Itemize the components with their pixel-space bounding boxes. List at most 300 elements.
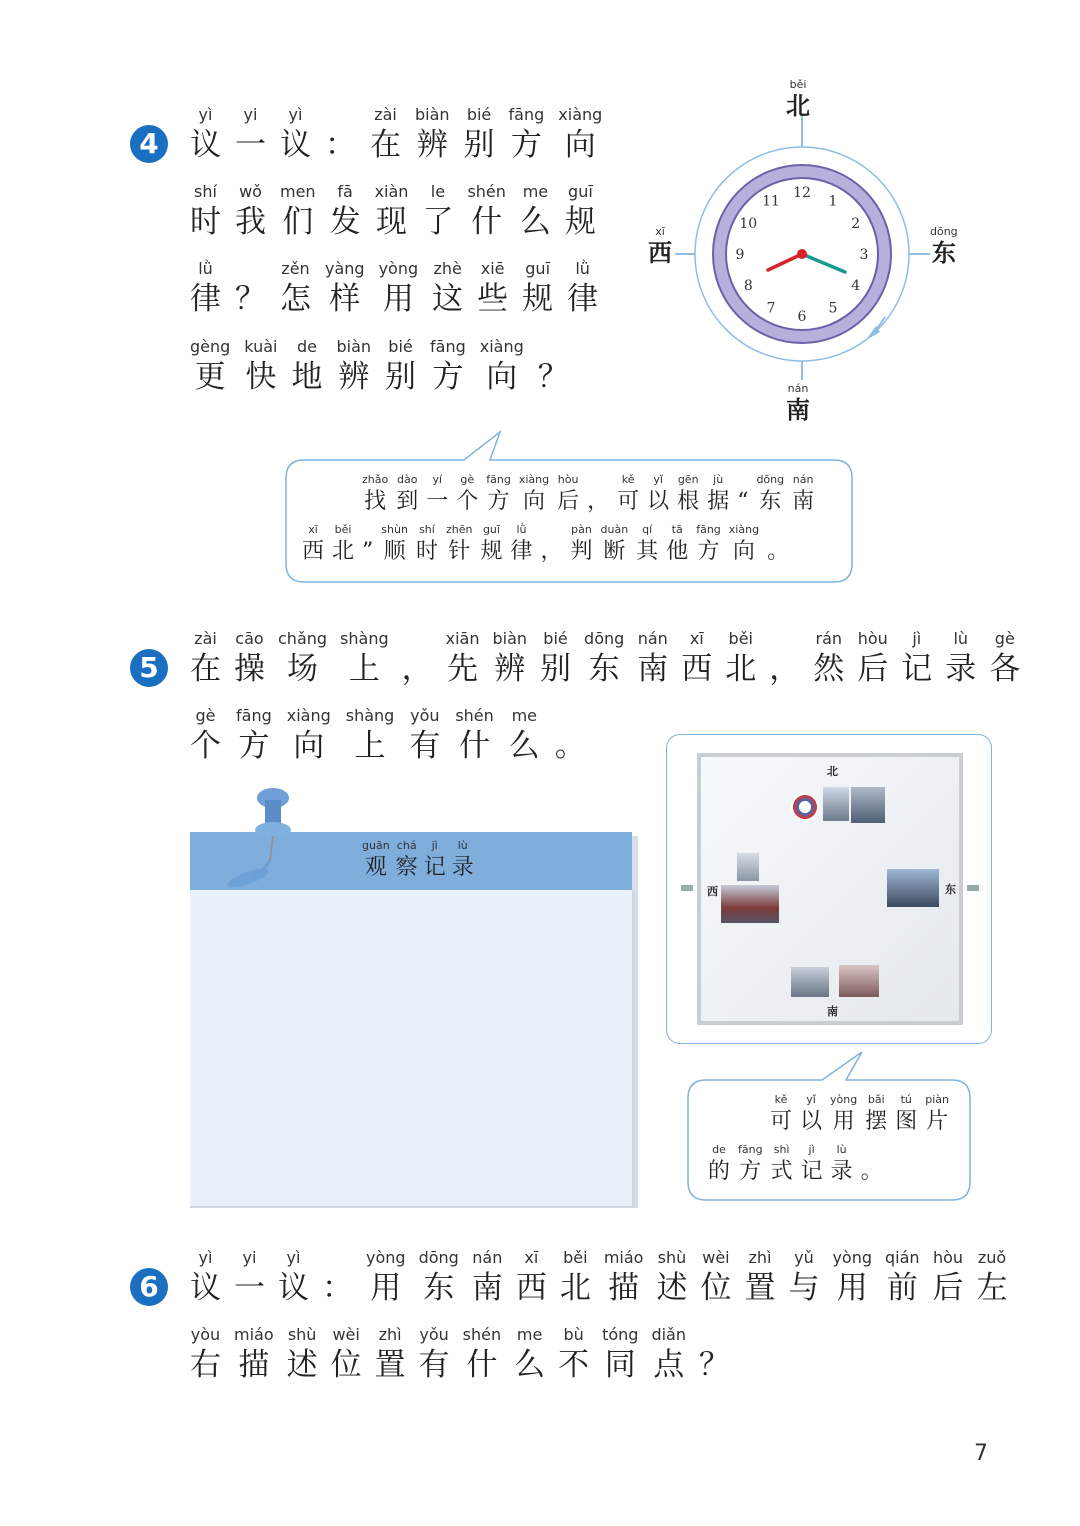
hanzi: 以	[800, 1109, 823, 1134]
hanzi: 与	[788, 1270, 820, 1306]
hanzi: 地	[291, 359, 323, 395]
char-unit	[291, 336, 322, 396]
clock-number: 7	[766, 300, 776, 317]
char-unit	[402, 628, 433, 688]
char-unit	[190, 104, 221, 164]
char-unit	[419, 1324, 450, 1384]
hanzi: 置	[744, 1270, 776, 1306]
pinyin: gēn	[677, 473, 699, 486]
hanzi: 记	[423, 855, 446, 880]
pinyin: yòng	[832, 1248, 872, 1267]
board-photo	[737, 853, 759, 881]
hanzi: 方	[510, 127, 542, 163]
pinyin: zhì	[748, 1248, 772, 1267]
hanzi: ？	[537, 359, 569, 395]
pinyin: yòng	[366, 1248, 406, 1267]
pinyin: shén	[462, 1325, 502, 1344]
pinyin: tóng	[602, 1325, 639, 1344]
char-unit	[656, 1247, 687, 1307]
pinyin: xiàng	[558, 105, 603, 124]
pinyin: wèi	[332, 1325, 360, 1344]
record-body[interactable]	[190, 890, 634, 1208]
pinyin: zhēn	[445, 523, 473, 536]
pinyin: běi	[728, 629, 753, 648]
hanzi: 断	[603, 539, 626, 564]
hanzi: 方	[432, 359, 464, 395]
pinyin: hòu	[933, 1248, 964, 1267]
pinyin: me	[522, 182, 549, 201]
clock-number: 9	[735, 247, 745, 263]
hanzi: 述	[286, 1347, 318, 1383]
char-unit	[538, 336, 569, 396]
hanzi: 。	[554, 728, 586, 764]
q5-line-1	[190, 628, 1020, 688]
hanzi: ：	[325, 127, 356, 163]
hanzi: 律	[510, 539, 533, 564]
char-unit	[700, 1247, 731, 1307]
char-unit	[235, 258, 266, 318]
pinyin: jù	[713, 473, 724, 486]
pinyin: xī	[689, 629, 704, 648]
hanzi: 用	[836, 1270, 868, 1306]
char-unit	[925, 1092, 949, 1136]
hanzi: 以	[647, 489, 670, 514]
bubble2-line-1	[770, 1092, 949, 1136]
char-unit	[636, 522, 658, 566]
q6-line-1	[190, 1247, 1008, 1307]
pinyin: yi	[243, 105, 258, 124]
pinyin: shén	[467, 182, 506, 201]
char-unit	[637, 628, 668, 688]
char-unit	[989, 628, 1020, 688]
char-unit	[236, 705, 272, 765]
char-unit	[522, 258, 553, 318]
pinyin: piàn	[925, 1093, 950, 1106]
char-unit	[480, 522, 502, 566]
bubble2-line-2	[708, 1142, 883, 1186]
clock-number: 3	[859, 247, 869, 263]
char-unit	[366, 1247, 406, 1307]
clock-number: 2	[851, 216, 861, 232]
char-unit	[801, 1142, 823, 1186]
hanzi: 方	[238, 728, 270, 764]
pinyin: le	[430, 182, 446, 201]
hanzi: 什	[466, 1347, 498, 1383]
char-unit	[560, 1247, 591, 1307]
compass-east: dōng 东	[930, 225, 958, 267]
clock-number: 1	[828, 193, 838, 210]
hanzi: 一	[234, 1270, 265, 1306]
hanzi: 针	[448, 539, 471, 564]
char-unit	[375, 1324, 406, 1384]
char-unit	[472, 1247, 503, 1307]
char-unit	[604, 1247, 644, 1307]
char-unit	[190, 1324, 221, 1384]
char-unit	[452, 838, 474, 882]
pinyin: kě	[621, 473, 635, 486]
char-unit	[419, 1247, 459, 1307]
pinyin: guī	[568, 182, 593, 201]
char-unit	[677, 472, 699, 516]
pinyin: wǒ	[239, 182, 262, 201]
compass-clock-diagram	[640, 70, 970, 430]
pinyin: diǎn	[651, 1325, 686, 1344]
char-unit	[432, 258, 463, 318]
char-unit	[830, 1092, 857, 1136]
pinyin: shì	[773, 1143, 790, 1156]
pinyin: zuǒ	[977, 1248, 1007, 1267]
pinyin: xiàn	[374, 182, 409, 201]
char-unit	[831, 1142, 853, 1186]
char-unit	[885, 1247, 920, 1307]
pinyin: fāng	[486, 473, 511, 486]
char-unit	[396, 838, 418, 882]
pinyin: bié	[543, 629, 568, 648]
q5-line-2	[190, 705, 586, 765]
char-unit	[861, 1142, 883, 1186]
pinyin: biàn	[492, 629, 528, 648]
hanzi: 描	[238, 1347, 270, 1383]
q4-line-1	[190, 104, 602, 164]
char-unit	[446, 522, 473, 566]
char-unit	[832, 1247, 872, 1307]
pinyin: nán	[637, 629, 668, 648]
char-unit	[426, 472, 448, 516]
pinyin: shí	[419, 523, 435, 536]
pinyin: jì	[912, 629, 922, 648]
pinyin: shù	[287, 1325, 317, 1344]
hanzi: 方	[739, 1159, 762, 1184]
pinyin: men	[280, 182, 316, 201]
char-unit	[602, 1324, 638, 1384]
clock-number: 4	[851, 278, 861, 294]
hanzi: 南	[637, 651, 669, 687]
pinyin: shí	[194, 182, 217, 201]
pinyin: lù	[836, 1143, 847, 1156]
pinyin: fāng	[508, 105, 545, 124]
hanzi: 方	[487, 489, 510, 514]
record-title	[362, 838, 474, 882]
char-unit	[769, 628, 800, 688]
hanzi: 议	[190, 127, 221, 163]
char-unit	[280, 104, 311, 164]
hanzi: 前	[886, 1270, 918, 1306]
pinyin: shén	[455, 706, 494, 725]
char-unit	[244, 336, 277, 396]
char-unit	[865, 1092, 887, 1136]
hanzi: 察	[395, 855, 418, 880]
hanzi: 样	[329, 281, 361, 317]
char-unit	[516, 1247, 547, 1307]
pinyin: bié	[388, 337, 413, 356]
char-unit	[235, 181, 266, 241]
char-unit	[770, 1092, 792, 1136]
pinyin: me	[511, 706, 538, 725]
char-unit	[278, 1247, 309, 1307]
hanzi: 方	[697, 539, 720, 564]
pinyin: jì	[431, 839, 438, 852]
pinyin: dōng	[756, 473, 785, 486]
hanzi: 置	[374, 1347, 406, 1383]
char-unit	[331, 1324, 362, 1384]
char-unit	[340, 628, 389, 688]
char-unit	[430, 336, 466, 396]
char-unit	[234, 628, 265, 688]
pinyin: zhì	[378, 1325, 402, 1344]
pinyin: jì	[808, 1143, 815, 1156]
pushpin-icon	[220, 780, 320, 900]
pinyin: gè	[460, 473, 475, 486]
hanzi: 西	[515, 1270, 547, 1306]
pinyin: fāng	[430, 337, 466, 356]
clock-number: 11	[762, 193, 780, 210]
hanzi: 律	[190, 281, 221, 317]
pinyin: yì	[286, 1248, 301, 1267]
hanzi: 东	[423, 1270, 455, 1306]
hanzi: 西	[302, 539, 325, 564]
hanzi: 更	[194, 359, 226, 395]
board-north-label: 北	[827, 765, 838, 778]
clock-number: 10	[739, 216, 758, 232]
char-unit	[287, 1324, 318, 1384]
observation-record-card	[190, 780, 640, 1210]
pinyin: yi	[242, 1248, 257, 1267]
pinyin: fāng	[738, 1143, 763, 1156]
char-unit	[567, 258, 598, 318]
pinyin: duàn	[600, 523, 629, 536]
char-unit	[519, 472, 549, 516]
char-unit	[190, 258, 221, 318]
hanzi: 了	[422, 204, 454, 240]
hanzi: 后	[932, 1270, 964, 1306]
pinyin: tā	[671, 523, 683, 536]
hanzi: 位	[700, 1270, 732, 1306]
pinyin: bù	[563, 1325, 584, 1344]
hanzi: 其	[636, 539, 659, 564]
pinyin: nán	[792, 473, 814, 486]
char-unit	[446, 628, 480, 688]
hanzi: 怎	[280, 281, 311, 317]
bubble1-line-2	[302, 522, 789, 566]
hanzi: ？	[235, 281, 266, 317]
pinyin: yǐ	[653, 473, 663, 486]
pinyin: de	[296, 337, 317, 356]
char-unit	[190, 705, 221, 765]
char-unit	[477, 258, 508, 318]
hanzi: 些	[477, 281, 509, 317]
hanzi: 后	[857, 651, 889, 687]
hanzi: 操	[234, 651, 265, 687]
char-unit	[813, 628, 844, 688]
pinyin: lù	[953, 629, 969, 648]
pinyin: běi	[334, 523, 352, 536]
char-unit	[302, 522, 324, 566]
hanzi: 别	[463, 127, 495, 163]
char-unit	[396, 472, 418, 516]
hanzi: 辨	[338, 359, 370, 395]
char-unit	[520, 181, 551, 241]
hanzi: 南	[792, 489, 815, 514]
board-photo	[721, 885, 779, 923]
char-unit	[190, 336, 230, 396]
char-unit	[756, 472, 784, 516]
pinyin: qí	[642, 523, 653, 536]
char-unit	[738, 1142, 763, 1186]
pinyin: yòng	[378, 259, 419, 278]
char-unit	[190, 181, 221, 241]
char-unit	[409, 705, 440, 765]
hanzi: 现	[376, 204, 407, 240]
pinyin: qián	[885, 1248, 920, 1267]
pinyin: zěn	[281, 259, 310, 278]
char-unit	[416, 522, 438, 566]
hanzi: 片	[926, 1109, 949, 1134]
board-west-label: 西	[707, 885, 718, 898]
pinyin: bié	[466, 105, 492, 124]
pinyin: yì	[198, 105, 213, 124]
hanzi: 记	[901, 651, 933, 687]
hanzi: 他	[666, 539, 689, 564]
char-unit	[362, 838, 390, 882]
hanzi: 后	[557, 489, 580, 514]
char-unit	[492, 628, 527, 688]
hanzi: 图	[895, 1109, 918, 1134]
char-unit	[463, 1324, 501, 1384]
hanzi: 不	[558, 1347, 590, 1383]
char-unit	[464, 104, 495, 164]
clock-number: 12	[793, 185, 811, 201]
pinyin: shù	[657, 1248, 687, 1267]
hanzi: 然	[813, 651, 845, 687]
char-unit	[895, 1092, 917, 1136]
hanzi: 快	[245, 359, 277, 395]
hanzi: ，	[587, 489, 610, 514]
char-unit	[385, 336, 416, 396]
pinyin: shàng	[340, 629, 389, 648]
clock-number: 6	[797, 309, 807, 325]
char-unit	[234, 1247, 265, 1307]
hanzi: 可	[770, 1109, 793, 1134]
pinyin: de	[712, 1143, 726, 1156]
hanzi: 么	[514, 1347, 546, 1383]
clock-number: 8	[743, 278, 753, 294]
clock-center	[797, 249, 807, 259]
pinyin: biàn	[415, 105, 450, 124]
char-unit	[800, 1092, 822, 1136]
hanzi: 向	[293, 728, 325, 764]
hanzi: 右	[190, 1347, 221, 1383]
char-unit	[558, 1324, 589, 1384]
char-unit	[280, 258, 311, 318]
pinyin: zài	[374, 105, 397, 124]
char-unit	[510, 522, 532, 566]
pinyin: bǎi	[867, 1093, 885, 1106]
hanzi: 述	[656, 1270, 688, 1306]
char-unit	[322, 1247, 353, 1307]
hanzi: 用	[370, 1270, 402, 1306]
hanzi: 议	[278, 1270, 309, 1306]
hanzi: 东	[588, 651, 620, 687]
char-unit	[486, 472, 511, 516]
char-unit	[235, 104, 266, 164]
char-unit	[330, 181, 361, 241]
pinyin: zhǎo	[362, 473, 389, 486]
hanzi: 辨	[494, 651, 526, 687]
char-unit	[584, 628, 624, 688]
compass-clock-svg	[640, 70, 970, 430]
board-photo	[823, 787, 849, 821]
char-unit	[280, 181, 316, 241]
pinyin: hòu	[857, 629, 888, 648]
pinyin: xī	[524, 1248, 539, 1267]
hanzi: 同	[604, 1347, 636, 1383]
hanzi: 录	[945, 651, 977, 687]
char-unit	[415, 104, 450, 164]
pinyin: wèi	[702, 1248, 730, 1267]
char-unit	[190, 1247, 221, 1307]
char-unit	[190, 628, 221, 688]
pinyin: fā	[337, 182, 353, 201]
clock-number: 5	[828, 300, 838, 317]
pinyin: guān	[362, 839, 390, 852]
char-unit	[422, 181, 453, 241]
char-unit	[587, 472, 609, 516]
char-unit	[325, 104, 356, 164]
char-unit	[792, 472, 814, 516]
pinyin: lù	[457, 839, 468, 852]
pinyin: dōng	[418, 1248, 459, 1267]
char-unit	[977, 1247, 1008, 1307]
page-number: 7	[974, 1441, 988, 1466]
hanzi: 议	[280, 127, 311, 163]
hanzi: 一	[426, 489, 449, 514]
hanzi: 北	[559, 1270, 591, 1306]
hanzi: 录	[830, 1159, 853, 1184]
board-photo	[839, 965, 879, 997]
pinyin: fāng	[236, 706, 272, 725]
direction-board	[697, 753, 963, 1025]
char-unit	[509, 705, 540, 765]
hanzi: 摆	[865, 1109, 888, 1134]
pinyin: gèng	[190, 337, 231, 356]
pinyin: guī	[525, 259, 551, 278]
hanzi: ，	[769, 651, 801, 687]
pinyin: xiàng	[286, 706, 331, 725]
pinyin: yǒu	[419, 1325, 449, 1344]
board-photo	[791, 967, 829, 997]
char-unit	[699, 1324, 730, 1384]
question-5-number: 5	[130, 649, 168, 687]
hanzi: 时	[415, 539, 438, 564]
hanzi: 律	[567, 281, 599, 317]
board-photo	[851, 787, 885, 823]
hanzi: ，	[540, 539, 563, 564]
hanzi: 别	[540, 651, 572, 687]
char-unit	[565, 181, 596, 241]
hanzi: 一	[235, 127, 266, 163]
char-unit	[234, 1324, 274, 1384]
pinyin: fāng	[696, 523, 721, 536]
hanzi: 向	[522, 489, 545, 514]
compass-south: nán 南	[786, 382, 810, 424]
char-unit	[696, 522, 721, 566]
compass-north: běi 北	[786, 78, 810, 120]
speech-bubble-hint	[284, 430, 854, 585]
pinyin: yǐ	[806, 1093, 816, 1106]
hanzi: 规	[564, 204, 596, 240]
char-unit	[771, 1142, 793, 1186]
char-unit	[647, 472, 669, 516]
